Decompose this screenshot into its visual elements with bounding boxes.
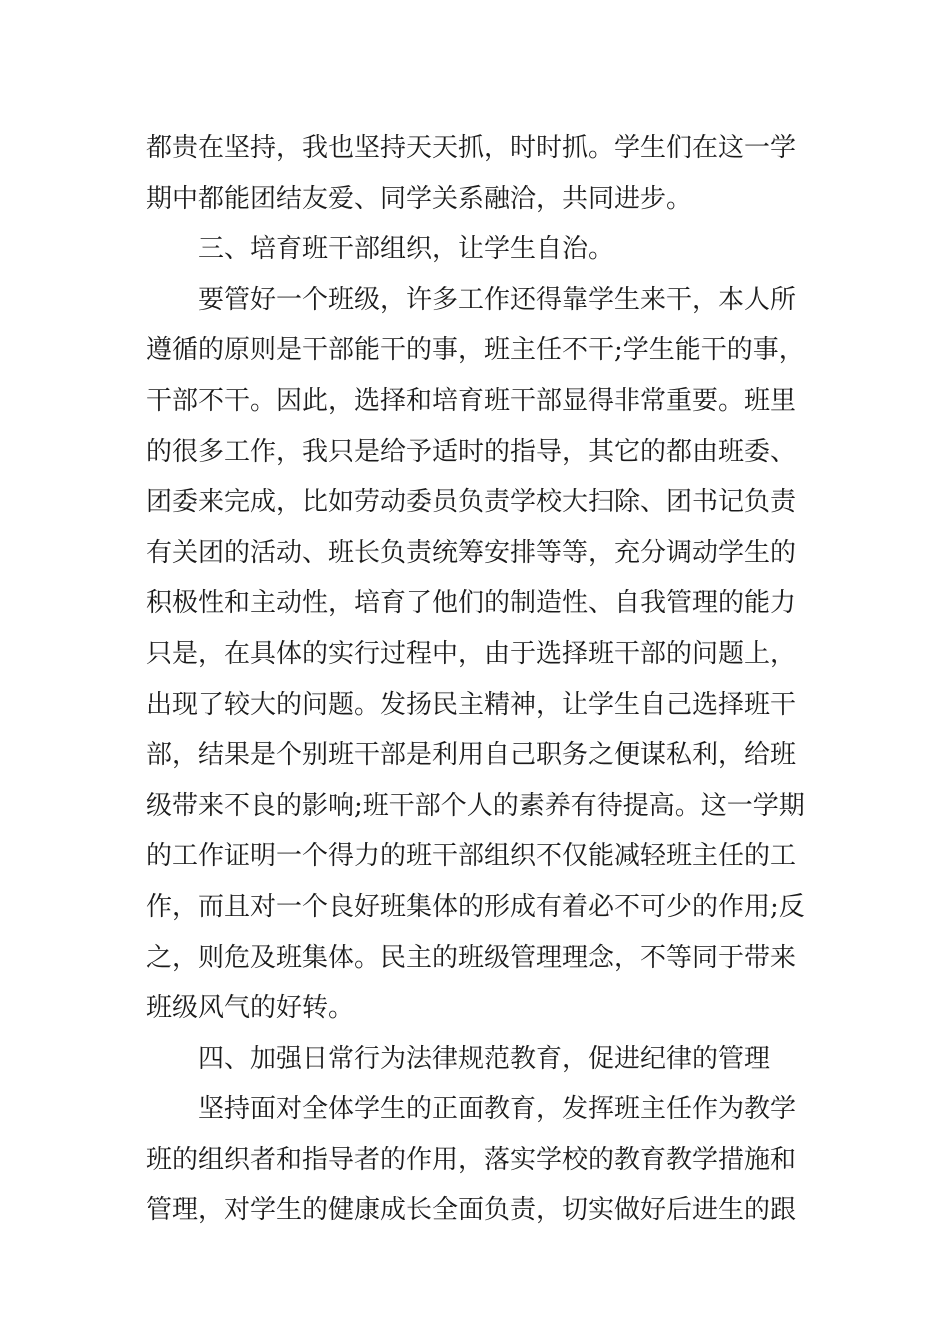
text-line: 的很多工作，我只是给予适时的指导，其它的都由班委、 [146,436,797,467]
text-line: 积极性和主动性，培育了他们的制造性、自我管理的能力 [146,588,797,619]
section-heading: 四、加强日常行为法律规范教育，促进纪律的管理 [198,1043,771,1074]
text-line: 班的组织者和指导者的作用，落实学校的教育教学措施和 [146,1144,797,1175]
text-line: 的工作证明一个得力的班干部组织不仅能减轻班主任的工 [146,841,797,872]
text-line: 管理，对学生的健康成长全面负责，切实做好后进生的跟 [146,1195,797,1226]
text-line: 有关团的活动、班长负责统筹安排等等，充分调动学生的 [146,537,797,568]
text-line: 作，而且对一个良好班集体的形成有着必不可少的作用;反 [146,891,805,922]
text-line: 遵循的原则是干部能干的事，班主任不干;学生能干的事， [146,335,805,366]
text-line: 出现了较大的问题。发扬民主精神，让学生自己选择班干 [146,689,797,720]
section-heading: 三、培育班干部组织，让学生自治。 [198,234,615,265]
text-line: 团委来完成，比如劳动委员负责学校大扫除、团书记负责 [146,487,797,518]
text-line: 之，则危及班集体。民主的班级管理理念，不等同于带来 [146,942,797,973]
text-line: 期中都能团结友爱、同学关系融洽，共同进步。 [146,183,693,214]
text-line: 只是，在具体的实行过程中，由于选择班干部的问题上， [146,638,797,669]
text-line: 级带来不良的影响;班干部个人的素养有待提高。这一学期 [146,790,805,821]
text-line: 部，结果是个别班干部是利用自己职务之便谋私利，给班 [146,740,797,771]
text-line: 坚持面对全体学生的正面教育，发挥班主任作为教学 [198,1094,797,1125]
text-line: 要管好一个班级，许多工作还得靠学生来干，本人所 [198,284,797,315]
text-line: 班级风气的好转。 [146,993,355,1024]
document-body [146,123,810,1236]
text-line: 干部不干。因此，选择和培育班干部显得非常重要。班里 [146,385,797,416]
text-line: 都贵在坚持，我也坚持天天抓，时时抓。学生们在这一学 [146,133,797,163]
